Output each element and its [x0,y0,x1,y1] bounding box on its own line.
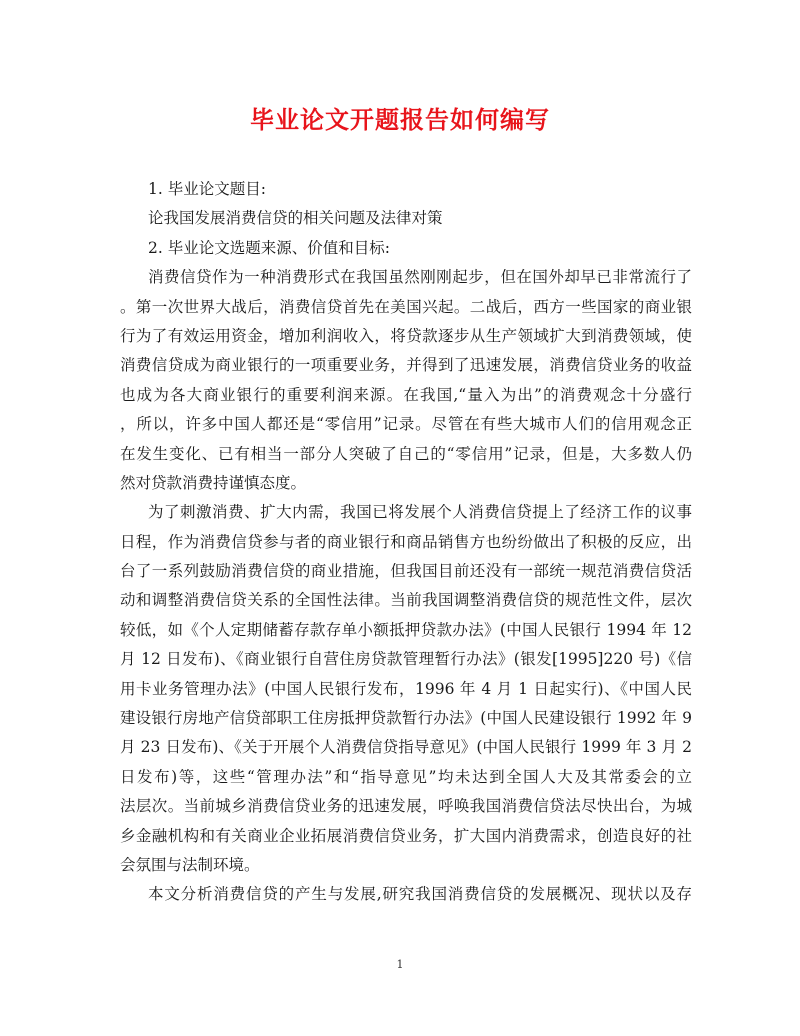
text-line: 台了一系列鼓励消费信贷的商业措施，但我国目前还没有一部统一规范消费信贷活 [120,562,692,581]
text-line: 日程，作为消费信贷参与者的商业银行和商品销售方也纷纷做出了积极的反应，出 [120,532,692,551]
text-line: ，所以，许多中国人都还是“零信用”记录。尽管在有些大城市人们的信用观念正 [120,415,692,434]
page-number: 1 [396,958,404,971]
text-line: 月 12 日发布)、《商业银行自营住房贷款管理暂行办法》(银发[1995]220 号)《信 [120,650,692,669]
text-line: 法层次。当前城乡消费信贷业务的迅速发展，呼唤我国消费信贷法尽快出台，为城 [120,797,692,816]
text-line: 乡金融机构和有关商业企业拓展消费信贷业务，扩大国内消费需求，创造良好的社 [120,826,692,845]
text-line: 较低，如《个人定期储蓄存款存单小额抵押贷款办法》(中国人民银行 1994 年 12 [120,620,692,639]
text-line: 然对贷款消费持谨慎态度。 [120,473,307,492]
text-line: 会氛围与法制环境。 [120,855,260,874]
text-line: 动和调整消费信贷关系的全国性法律。当前我国调整消费信贷的规范性文件，层次 [120,591,692,610]
text-line: 本文分析消费信贷的产生与发展,研究我国消费信贷的发展概况、现状以及存 [148,885,692,904]
text-line: 建设银行房地产信贷部职工住房抵押贷款暂行办法》(中国人民建设银行 1992 年 9 [120,709,692,728]
text-line: 月 23 日发布)、《关于开展个人消费信贷指导意见》(中国人民银行 1999 年 3 月 2 [120,738,692,757]
text-line: 1. 毕业论文题目: [148,180,266,198]
document-body [120,175,692,910]
text-line: 消费信贷成为商业银行的一项重要业务，并得到了迅速发展，消费信贷业务的收益 [120,356,692,375]
text-line: 论我国发展消费信贷的相关问题及法律对策 [148,209,443,228]
text-line: 日发布)等，这些“管理办法”和“指导意见”均未达到全国人大及其常委会的立 [120,767,692,786]
text-line: 2. 毕业论文选题来源、价值和目标: [148,238,390,257]
text-line: 消费信贷作为一种消费形式在我国虽然刚刚起步，但在国外却早已非常流行了 [148,268,692,287]
text-line: 也成为各大商业银行的重要利润来源。在我国,“量入为出”的消费观念十分盛行 [120,385,692,404]
text-line: 在发生变化、已有相当一部分人突破了自己的“零信用”记录，但是，大多数人仍 [120,444,692,463]
document-title: 毕业论文开题报告如何编写 [250,105,550,134]
text-line: 行为了有效运用资金，增加利润收入，将贷款逐步从生产领域扩大到消费领域，使 [120,326,692,345]
text-line: 用卡业务管理办法》(中国人民银行发布，1996 年 4 月 1 日起实行)、《中国人民 [120,679,692,698]
text-line: 为了刺激消费、扩大内需，我国已将发展个人消费信贷提上了经济工作的议事 [148,503,692,522]
text-line: 。第一次世界大战后，消费信贷首先在美国兴起。二战后，西方一些国家的商业银 [120,297,692,316]
